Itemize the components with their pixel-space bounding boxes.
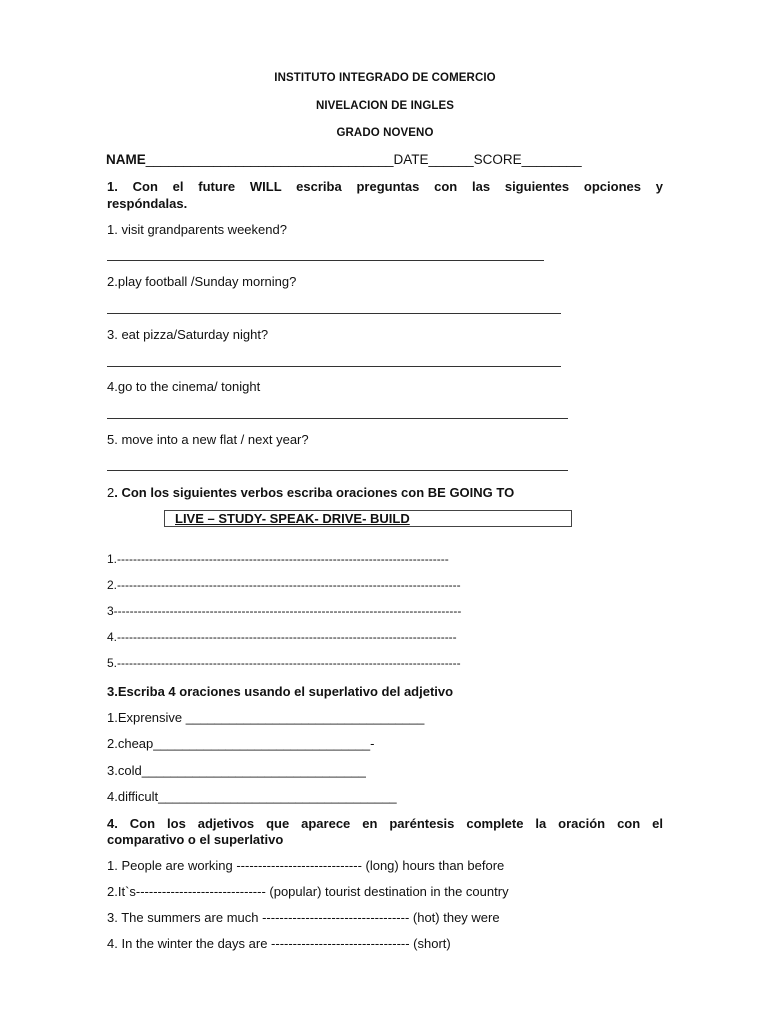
section2-heading-number: 2 [107, 485, 115, 500]
comparative-item[interactable]: 1. People are working ----------------------------- (long) hours than before [107, 858, 505, 873]
course-title: NIVELACION DE INGLES [315, 100, 455, 112]
answer-line[interactable] [107, 418, 568, 419]
section4-heading-line1: 4. Con los adjetivos que aparece en paréntesis complete la oración con el [107, 816, 663, 831]
comparative-item[interactable]: 4. In the winter the days are -------------------------------- (short) [107, 936, 451, 951]
date-label: DATE [393, 152, 429, 167]
section2-heading-text: . Con los siguientes verbos escriba oraciones con BE GOING TO [114, 485, 515, 500]
section2-heading [107, 485, 514, 500]
answer-line[interactable] [107, 470, 568, 471]
dashed-answer-line[interactable]: 3--------------------------------------------------------------------------------------- [107, 604, 462, 618]
section1-item: 1. visit grandparents weekend? [107, 222, 287, 237]
dashed-answer-line[interactable]: 5.-------------------------------------------------------------------------------------- [107, 656, 461, 670]
section3-heading: 3.Escriba 4 oraciones usando el superlativo del adjetivo [107, 684, 454, 699]
score-label: SCORE [473, 152, 522, 167]
superlative-item[interactable]: 3.cold_______________________________ [107, 763, 366, 778]
dashed-answer-line[interactable]: 1.----------------------------------------------------------------------------------- [107, 552, 449, 566]
section1-item: 5. move into a new flat / next year? [107, 432, 309, 447]
verb-list-box [164, 510, 572, 527]
answer-line[interactable] [107, 313, 561, 314]
name-date-score-line [106, 152, 582, 167]
answer-line[interactable] [107, 366, 561, 367]
name-label: NAME [106, 152, 146, 167]
grade-title: GRADO NOVENO [336, 127, 434, 139]
comparative-item[interactable]: 2.It`s------------------------------ (popular) tourist destination in the country [107, 884, 509, 899]
section1-heading-line2: respóndalas. [107, 196, 188, 211]
score-blank[interactable]: ________ [521, 152, 582, 167]
verb-list: LIVE – STUDY- SPEAK- DRIVE- BUILD [175, 511, 410, 526]
comparative-item[interactable]: 3. The summers are much ---------------------------------- (hot) they were [107, 910, 500, 925]
date-blank[interactable]: ______ [428, 152, 474, 167]
school-name: INSTITUTO INTEGRADO DE COMERCIO [274, 72, 496, 84]
superlative-item[interactable]: 1.Exprensive _________________________________ [107, 710, 425, 725]
section1-item: 4.go to the cinema/ tonight [107, 379, 261, 394]
section1-item: 3. eat pizza/Saturday night? [107, 327, 269, 342]
superlative-item[interactable]: 4.difficult_________________________________ [107, 789, 397, 804]
answer-line[interactable] [107, 260, 544, 261]
section4-heading-line2: comparativo o el superlativo [107, 832, 284, 847]
name-blank[interactable]: _________________________________ [145, 152, 394, 167]
section1-item: 2.play football /Sunday morning? [107, 274, 297, 289]
section1-heading-line1: 1. Con el future WILL escriba preguntas con las siguientes opciones y [107, 179, 663, 194]
dashed-answer-line[interactable]: 4.------------------------------------------------------------------------------------- [107, 630, 457, 644]
dashed-answer-line[interactable]: 2.-------------------------------------------------------------------------------------- [107, 578, 461, 592]
superlative-item[interactable]: 2.cheap______________________________- [107, 736, 375, 751]
